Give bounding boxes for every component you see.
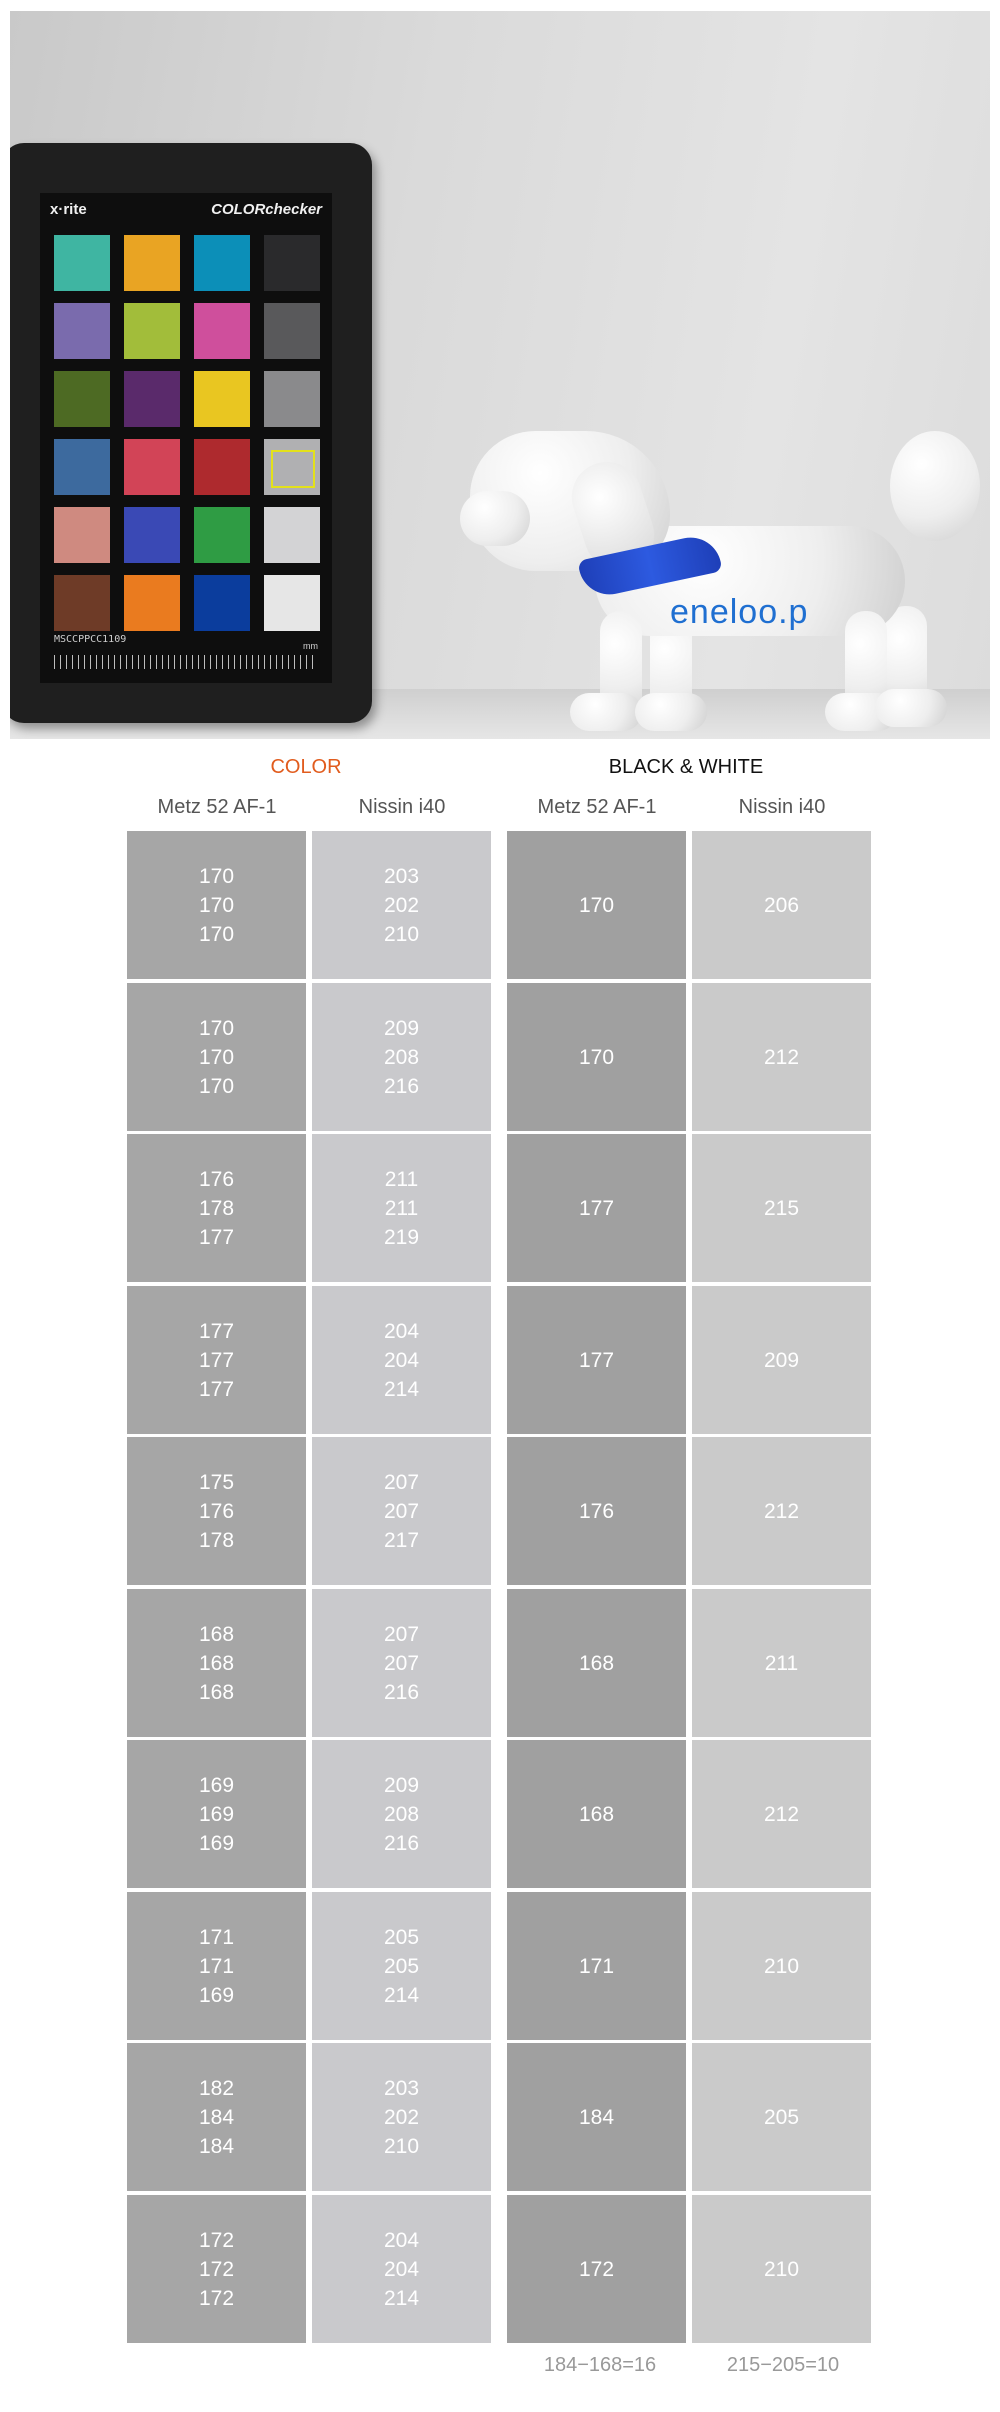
cell-value: 168 xyxy=(198,1651,235,1675)
cell-value: 170 xyxy=(198,893,235,917)
cell-value: 205 xyxy=(383,1954,420,1978)
cell-metz-color xyxy=(127,1286,306,1434)
cell-value: 210 xyxy=(763,2257,800,2281)
cell-metz-bw xyxy=(507,2195,686,2343)
cell-value: 209 xyxy=(383,1773,420,1797)
cell-value: 184 xyxy=(578,2105,615,2129)
cell-value: 210 xyxy=(763,1954,800,1978)
cell-value: 217 xyxy=(383,1528,420,1552)
cell-nissin-color xyxy=(312,1740,491,1888)
cell-value: 171 xyxy=(198,1954,235,1978)
cell-value: 215 xyxy=(763,1196,800,1220)
cell-metz-bw xyxy=(507,1437,686,1585)
cell-metz-bw xyxy=(507,1134,686,1282)
color-swatch xyxy=(54,303,110,359)
cell-metz-bw xyxy=(507,831,686,979)
color-swatch xyxy=(124,371,180,427)
cell-nissin-bw xyxy=(692,1134,871,1282)
checker-ruler xyxy=(54,655,318,669)
cell-value: 207 xyxy=(383,1470,420,1494)
dog-foot xyxy=(875,689,947,727)
cell-nissin-color xyxy=(312,2195,491,2343)
cell-value: 212 xyxy=(763,1045,800,1069)
cell-metz-bw xyxy=(507,1589,686,1737)
cell-value: 204 xyxy=(383,2257,420,2281)
cell-nissin-bw xyxy=(692,1892,871,2040)
cell-value: 177 xyxy=(578,1348,615,1372)
cell-metz-bw xyxy=(507,2043,686,2191)
bw-section-title: BLACK & WHITE xyxy=(608,756,764,778)
cell-value: 172 xyxy=(578,2257,615,2281)
cell-value: 204 xyxy=(383,1319,420,1343)
cell-metz-bw xyxy=(507,1740,686,1888)
cell-value: 168 xyxy=(198,1680,235,1704)
cell-value: 170 xyxy=(198,922,235,946)
cell-value: 210 xyxy=(383,2134,420,2158)
cell-nissin-color xyxy=(312,1437,491,1585)
cell-metz-color xyxy=(127,1437,306,1585)
color-swatch xyxy=(264,507,320,563)
color-swatch xyxy=(264,303,320,359)
cell-value: 176 xyxy=(578,1499,615,1523)
color-swatch xyxy=(124,303,180,359)
cell-value: 208 xyxy=(383,1045,420,1069)
cell-value: 204 xyxy=(383,1348,420,1372)
cell-value: 182 xyxy=(198,2076,235,2100)
cell-metz-color xyxy=(127,1740,306,1888)
column-label-nissin-bw: Nissin i40 xyxy=(738,796,826,818)
cell-nissin-color xyxy=(312,1589,491,1737)
cell-value: 169 xyxy=(198,1773,235,1797)
color-section-title: COLOR xyxy=(270,756,342,778)
cell-nissin-color xyxy=(312,831,491,979)
cell-value: 202 xyxy=(383,2105,420,2129)
cell-metz-color xyxy=(127,1134,306,1282)
cell-value: 172 xyxy=(198,2228,235,2252)
column-label-nissin-color: Nissin i40 xyxy=(358,796,446,818)
cell-value: 170 xyxy=(198,1016,235,1040)
cell-value: 208 xyxy=(383,1802,420,1826)
cell-metz-color xyxy=(127,1589,306,1737)
cell-value: 170 xyxy=(578,1045,615,1069)
color-checker-panel xyxy=(40,193,332,683)
cell-value: 178 xyxy=(198,1196,235,1220)
cell-metz-color xyxy=(127,2195,306,2343)
cell-value: 211 xyxy=(384,1196,419,1220)
color-swatch xyxy=(194,371,250,427)
cell-value: 169 xyxy=(198,1802,235,1826)
cell-nissin-color xyxy=(312,2043,491,2191)
cell-value: 204 xyxy=(383,2228,420,2252)
cell-value: 168 xyxy=(198,1622,235,1646)
cell-value: 202 xyxy=(383,893,420,917)
xrite-logo: x·rite xyxy=(50,201,87,218)
column-label-metz-color: Metz 52 AF-1 xyxy=(157,796,277,818)
cell-value: 175 xyxy=(198,1470,235,1494)
checker-serial: MSCCPPCC1109 xyxy=(54,634,127,645)
cell-value: 168 xyxy=(578,1651,615,1675)
color-swatch xyxy=(124,507,180,563)
color-swatch xyxy=(264,235,320,291)
cell-value: 177 xyxy=(198,1225,235,1249)
dog-foot xyxy=(635,693,707,731)
cell-nissin-color xyxy=(312,1134,491,1282)
cell-nissin-bw xyxy=(692,1740,871,1888)
cell-value: 203 xyxy=(383,864,420,888)
dog-snout xyxy=(460,491,530,546)
cell-value: 212 xyxy=(763,1499,800,1523)
cell-metz-color xyxy=(127,831,306,979)
cell-metz-bw xyxy=(507,983,686,1131)
color-swatch xyxy=(124,575,180,631)
cell-nissin-color xyxy=(312,983,491,1131)
nissin-bw-difference: 215−205=10 xyxy=(726,2354,840,2376)
cell-value: 171 xyxy=(578,1954,615,1978)
cell-value: 207 xyxy=(383,1622,420,1646)
cell-nissin-bw xyxy=(692,831,871,979)
cell-value: 177 xyxy=(198,1377,235,1401)
cell-nissin-color xyxy=(312,1892,491,2040)
cell-value: 170 xyxy=(198,1045,235,1069)
cell-value: 216 xyxy=(383,1074,420,1098)
cell-nissin-bw xyxy=(692,983,871,1131)
cell-value: 216 xyxy=(383,1680,420,1704)
color-swatch xyxy=(54,371,110,427)
cell-value: 169 xyxy=(198,1983,235,2007)
cell-metz-bw xyxy=(507,1892,686,2040)
cell-value: 210 xyxy=(383,922,420,946)
sample-photo xyxy=(10,11,990,739)
cell-value: 209 xyxy=(383,1016,420,1040)
cell-value: 205 xyxy=(383,1925,420,1949)
dog-foot xyxy=(570,693,642,731)
color-swatch xyxy=(54,439,110,495)
cell-value: 177 xyxy=(578,1196,615,1220)
color-swatch xyxy=(264,575,320,631)
cell-nissin-color xyxy=(312,1286,491,1434)
cell-value: 211 xyxy=(764,1651,799,1675)
cell-value: 169 xyxy=(198,1831,235,1855)
color-swatch xyxy=(54,575,110,631)
color-swatch xyxy=(194,303,250,359)
cell-value: 172 xyxy=(198,2257,235,2281)
color-swatch xyxy=(124,439,180,495)
color-swatch xyxy=(194,575,250,631)
cell-value: 219 xyxy=(383,1225,420,1249)
cell-value: 207 xyxy=(383,1651,420,1675)
cell-nissin-bw xyxy=(692,2195,871,2343)
cell-nissin-bw xyxy=(692,1589,871,1737)
cell-value: 214 xyxy=(383,1377,420,1401)
color-swatch xyxy=(194,507,250,563)
cell-value: 211 xyxy=(384,1167,419,1191)
cell-metz-color xyxy=(127,983,306,1131)
cell-value: 170 xyxy=(578,893,615,917)
cell-value: 216 xyxy=(383,1831,420,1855)
cell-value: 170 xyxy=(198,1074,235,1098)
color-swatch xyxy=(194,235,250,291)
cell-metz-color xyxy=(127,1892,306,2040)
cell-nissin-bw xyxy=(692,1286,871,1434)
colorchecker-logo: COLORchecker xyxy=(211,201,322,218)
metz-bw-difference: 184−168=16 xyxy=(543,2354,657,2376)
color-swatch xyxy=(124,235,180,291)
cell-value: 212 xyxy=(763,1802,800,1826)
color-swatch xyxy=(54,235,110,291)
cell-value: 178 xyxy=(198,1528,235,1552)
ruler-unit: mm xyxy=(303,641,318,651)
color-swatch xyxy=(54,507,110,563)
cell-metz-color xyxy=(127,2043,306,2191)
cell-value: 184 xyxy=(198,2105,235,2129)
cell-metz-bw xyxy=(507,1286,686,1434)
cell-value: 205 xyxy=(763,2105,800,2129)
cell-value: 206 xyxy=(763,893,800,917)
cell-value: 170 xyxy=(198,864,235,888)
cell-nissin-bw xyxy=(692,1437,871,1585)
cell-value: 171 xyxy=(198,1925,235,1949)
eneloop-logo: eneloo.p xyxy=(670,593,809,631)
cell-value: 209 xyxy=(763,1348,800,1372)
dog-tail xyxy=(890,431,980,541)
color-swatch xyxy=(264,371,320,427)
cell-value: 214 xyxy=(383,1983,420,2007)
eneloop-dog-figure xyxy=(470,431,970,731)
cell-value: 176 xyxy=(198,1167,235,1191)
color-checker-card xyxy=(10,143,372,723)
cell-value: 176 xyxy=(198,1499,235,1523)
cell-value: 207 xyxy=(383,1499,420,1523)
cell-value: 203 xyxy=(383,2076,420,2100)
cell-value: 177 xyxy=(198,1319,235,1343)
cell-value: 184 xyxy=(198,2134,235,2158)
cell-value: 177 xyxy=(198,1348,235,1372)
cell-nissin-bw xyxy=(692,2043,871,2191)
cell-value: 172 xyxy=(198,2286,235,2310)
color-swatch xyxy=(194,439,250,495)
column-label-metz-bw: Metz 52 AF-1 xyxy=(537,796,657,818)
cell-value: 168 xyxy=(578,1802,615,1826)
color-swatch xyxy=(264,439,320,495)
cell-value: 214 xyxy=(383,2286,420,2310)
